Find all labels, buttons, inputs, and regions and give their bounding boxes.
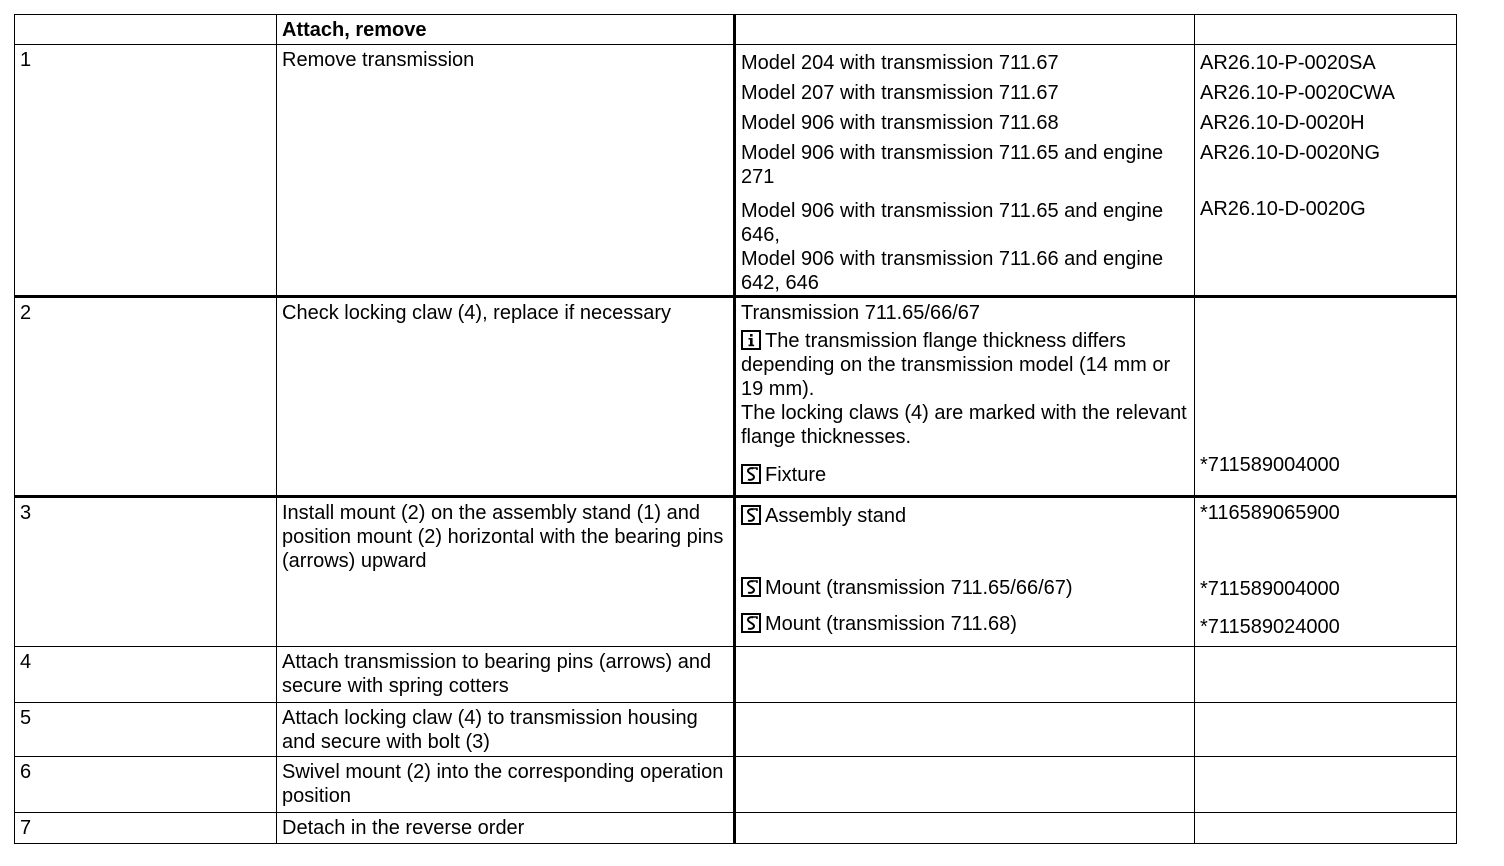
table-row: [15, 45, 1457, 297]
model-line: Model 906 with transmission 711.68: [741, 112, 1059, 134]
step-refs: [1195, 703, 1457, 757]
info-icon: [741, 330, 761, 350]
step-number: 6: [15, 757, 277, 813]
info-note-text: The transmission flange thickness differs depending on the transmission model (14 mm or 19 mm).: [741, 330, 1171, 400]
step-refs: [1195, 297, 1457, 497]
table-row: [15, 497, 1457, 647]
header-cell-refs: [1195, 15, 1457, 45]
step-details: [735, 297, 1195, 497]
step-details: [735, 703, 1195, 757]
step-number: 7: [15, 813, 277, 844]
table-header-row: [15, 15, 1457, 45]
spacer: [1200, 301, 1451, 453]
doc-reference: AR26.10-P-0020CWA: [1200, 82, 1395, 104]
table-row: [15, 647, 1457, 703]
header-title: Attach, remove: [277, 15, 735, 45]
step-action: Swivel mount (2) into the corresponding operation position: [277, 757, 735, 813]
procedure-table: [14, 14, 1457, 844]
step-number: 2: [15, 297, 277, 497]
tool-part-number: *711589004000: [1200, 578, 1340, 600]
tool-line: [741, 453, 1189, 487]
model-line: Model 204 with transmission 711.67: [741, 52, 1059, 74]
step-refs: [1195, 757, 1457, 813]
tool-name: Mount (transmission 711.68): [765, 613, 1017, 635]
table-row: [15, 813, 1457, 844]
step-action: Attach transmission to bearing pins (arrows) and secure with spring cotters: [277, 647, 735, 703]
special-tool-icon: [741, 577, 761, 597]
step-details: [735, 45, 1195, 297]
doc-reference: AR26.10-D-0020H: [1200, 112, 1365, 134]
model-line: Model 207 with transmission 711.67: [741, 82, 1059, 104]
step-refs: [1195, 45, 1457, 297]
step-action: Check locking claw (4), replace if necessary: [277, 297, 735, 497]
step-number: 3: [15, 497, 277, 647]
model-line: Model 906 with transmission 711.65 and engine 646,: [741, 200, 1164, 246]
tool-name: Mount (transmission 711.65/66/67): [765, 577, 1073, 599]
tool-part-number: *711589004000: [1200, 454, 1340, 476]
table-row: [15, 757, 1457, 813]
step-number: 5: [15, 703, 277, 757]
step-refs: [1195, 813, 1457, 844]
step-refs: [1195, 647, 1457, 703]
doc-reference: AR26.10-D-0020NG: [1200, 142, 1381, 164]
tool-part-number: *116589065900: [1200, 502, 1340, 524]
step-action: Remove transmission: [277, 45, 735, 297]
table-row: [15, 297, 1457, 497]
step-action: Detach in the reverse order: [277, 813, 735, 844]
tool-line: [741, 501, 1189, 570]
doc-reference: AR26.10-P-0020SA: [1200, 52, 1376, 74]
tool-line: [741, 570, 1189, 612]
step-refs: [1195, 497, 1457, 647]
step-details: [735, 757, 1195, 813]
step-details: [735, 813, 1195, 844]
tool-line: [741, 612, 1189, 636]
step-number: 1: [15, 45, 277, 297]
applies-to: Transmission 711.65/66/67: [741, 302, 981, 324]
info-note-text-2: The locking claws (4) are marked with the relevant flange thicknesses.: [741, 402, 1187, 448]
header-cell-step: [15, 15, 277, 45]
step-number: 4: [15, 647, 277, 703]
special-tool-icon: [741, 505, 761, 525]
step-action: Install mount (2) on the assembly stand (1) and position mount (2) horizontal with the bearing pins (arrows) upward: [277, 497, 735, 647]
step-action: Attach locking claw (4) to transmission housing and secure with bolt (3): [277, 703, 735, 757]
step-details: [735, 497, 1195, 647]
tool-part-number: *711589024000: [1200, 616, 1340, 638]
header-cell-details: [735, 15, 1195, 45]
info-note: [741, 329, 1189, 401]
tool-name: Assembly stand: [765, 505, 907, 527]
model-line: Model 906 with transmission 711.65 and engine 271: [741, 142, 1164, 188]
special-tool-icon: [741, 613, 761, 633]
table-row: [15, 703, 1457, 757]
tool-name: Fixture: [765, 464, 827, 486]
step-details: [735, 647, 1195, 703]
doc-reference: AR26.10-D-0020G: [1200, 198, 1366, 220]
special-tool-icon: [741, 464, 761, 484]
model-line: Model 906 with transmission 711.66 and engine 642, 646: [741, 248, 1164, 294]
